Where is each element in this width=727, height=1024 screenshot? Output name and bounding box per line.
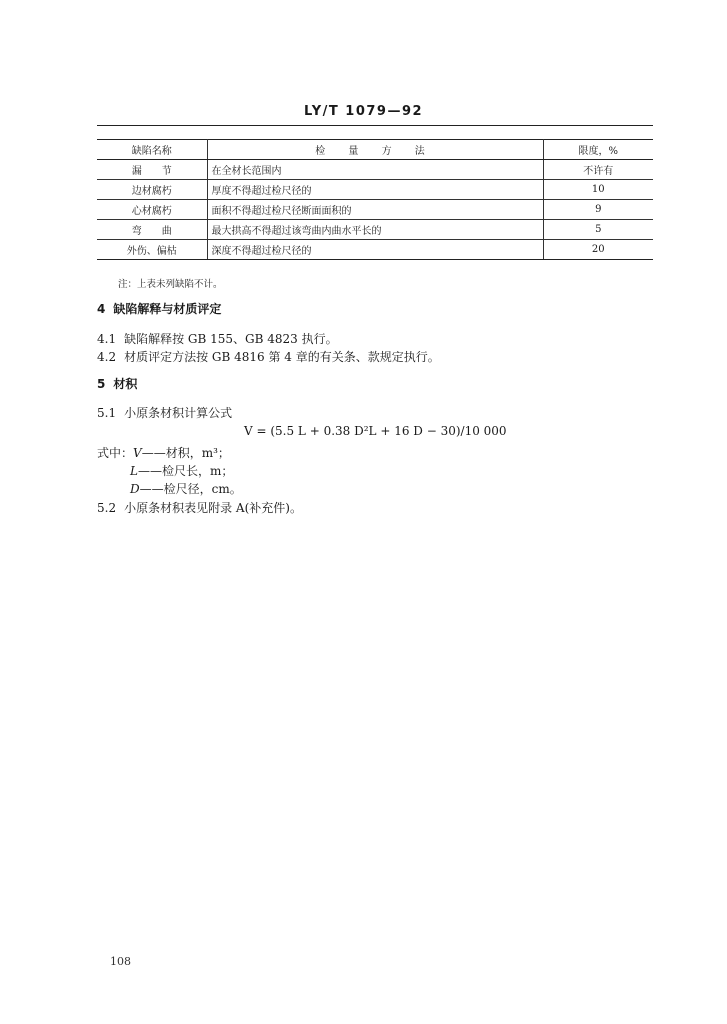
table-row <box>97 200 653 220</box>
section-5-title: 材积 <box>113 377 138 391</box>
clause-4-2-text: 材质评定方法按 GB 4816 第 4 章的有关条、款规定执行。 <box>124 350 440 364</box>
clause-5-2-text: 小原条材积表见附录 A(补充件)。 <box>124 501 302 515</box>
volume-formula: V = (5.5 L + 0.38 D²L + 16 D − 30)/10 000 <box>244 424 507 438</box>
section-4-heading <box>97 300 221 317</box>
clause-5-2-number: 5.2 <box>97 501 117 515</box>
defect-name-cell: 心材腐朽 <box>97 200 207 220</box>
clause-5-1-text: 小原条材积计算公式 <box>124 406 233 420</box>
table-row <box>97 160 653 180</box>
section-4-title: 缺陷解释与材质评定 <box>113 302 222 316</box>
variable-symbol: L <box>130 464 138 478</box>
clause-4-1-text: 缺陷解释按 GB 155、GB 4823 执行。 <box>124 332 338 346</box>
limit-cell: 5 <box>543 220 653 240</box>
limit-cell: 20 <box>543 240 653 260</box>
variable-description: ——检尺径，cm。 <box>139 482 242 496</box>
column-header-defect-name: 缺陷名称 <box>97 140 207 160</box>
column-header-method: 检 量 方 法 <box>207 140 543 160</box>
defect-name-cell: 弯 曲 <box>97 220 207 240</box>
table-row <box>97 180 653 200</box>
variable-description: ——检尺长，m； <box>137 464 234 478</box>
method-cell: 面积不得超过检尺径断面面积的 <box>207 200 543 220</box>
variable-line-v <box>97 444 230 461</box>
method-cell: 在全材长范围内 <box>207 160 543 180</box>
limit-cell: 9 <box>543 200 653 220</box>
defect-name-cell: 漏 节 <box>97 160 207 180</box>
variable-symbol: V <box>133 446 142 460</box>
defect-name-cell: 外伤、偏枯 <box>97 240 207 260</box>
clause-5-1 <box>97 404 232 421</box>
variable-symbol: D <box>130 482 140 496</box>
limit-cell: 10 <box>543 180 653 200</box>
method-cell: 厚度不得超过检尺径的 <box>207 180 543 200</box>
table-row <box>97 240 653 260</box>
defect-limits-table <box>97 139 653 260</box>
column-header-limit: 限度，% <box>543 140 653 160</box>
page-number: 108 <box>110 955 131 968</box>
section-5-number: 5 <box>97 377 106 391</box>
clause-5-1-number: 5.1 <box>97 406 117 420</box>
method-cell: 最大拱高不得超过该弯曲内曲水平长的 <box>207 220 543 240</box>
variable-line-d <box>97 480 242 497</box>
standard-code-header: LY/T 1079—92 <box>303 104 424 119</box>
clause-4-1-number: 4.1 <box>97 332 117 346</box>
section-5-heading <box>97 375 137 392</box>
clause-4-2-number: 4.2 <box>97 350 117 364</box>
table-note: 注：上表未列缺陷不计。 <box>118 279 223 290</box>
variable-line-l <box>97 462 233 479</box>
variable-description: ——材积，m³； <box>141 446 230 460</box>
defect-name-cell: 边材腐朽 <box>97 180 207 200</box>
clause-5-2 <box>97 499 302 516</box>
clause-4-1 <box>97 330 338 347</box>
table-row <box>97 220 653 240</box>
limit-cell: 不许有 <box>543 160 653 180</box>
header-rule <box>97 125 653 126</box>
table-header-row <box>97 140 653 160</box>
method-cell: 深度不得超过检尺径的 <box>207 240 543 260</box>
clause-4-2 <box>97 348 440 365</box>
where-label: 式中： <box>97 446 134 460</box>
section-4-number: 4 <box>97 302 106 316</box>
